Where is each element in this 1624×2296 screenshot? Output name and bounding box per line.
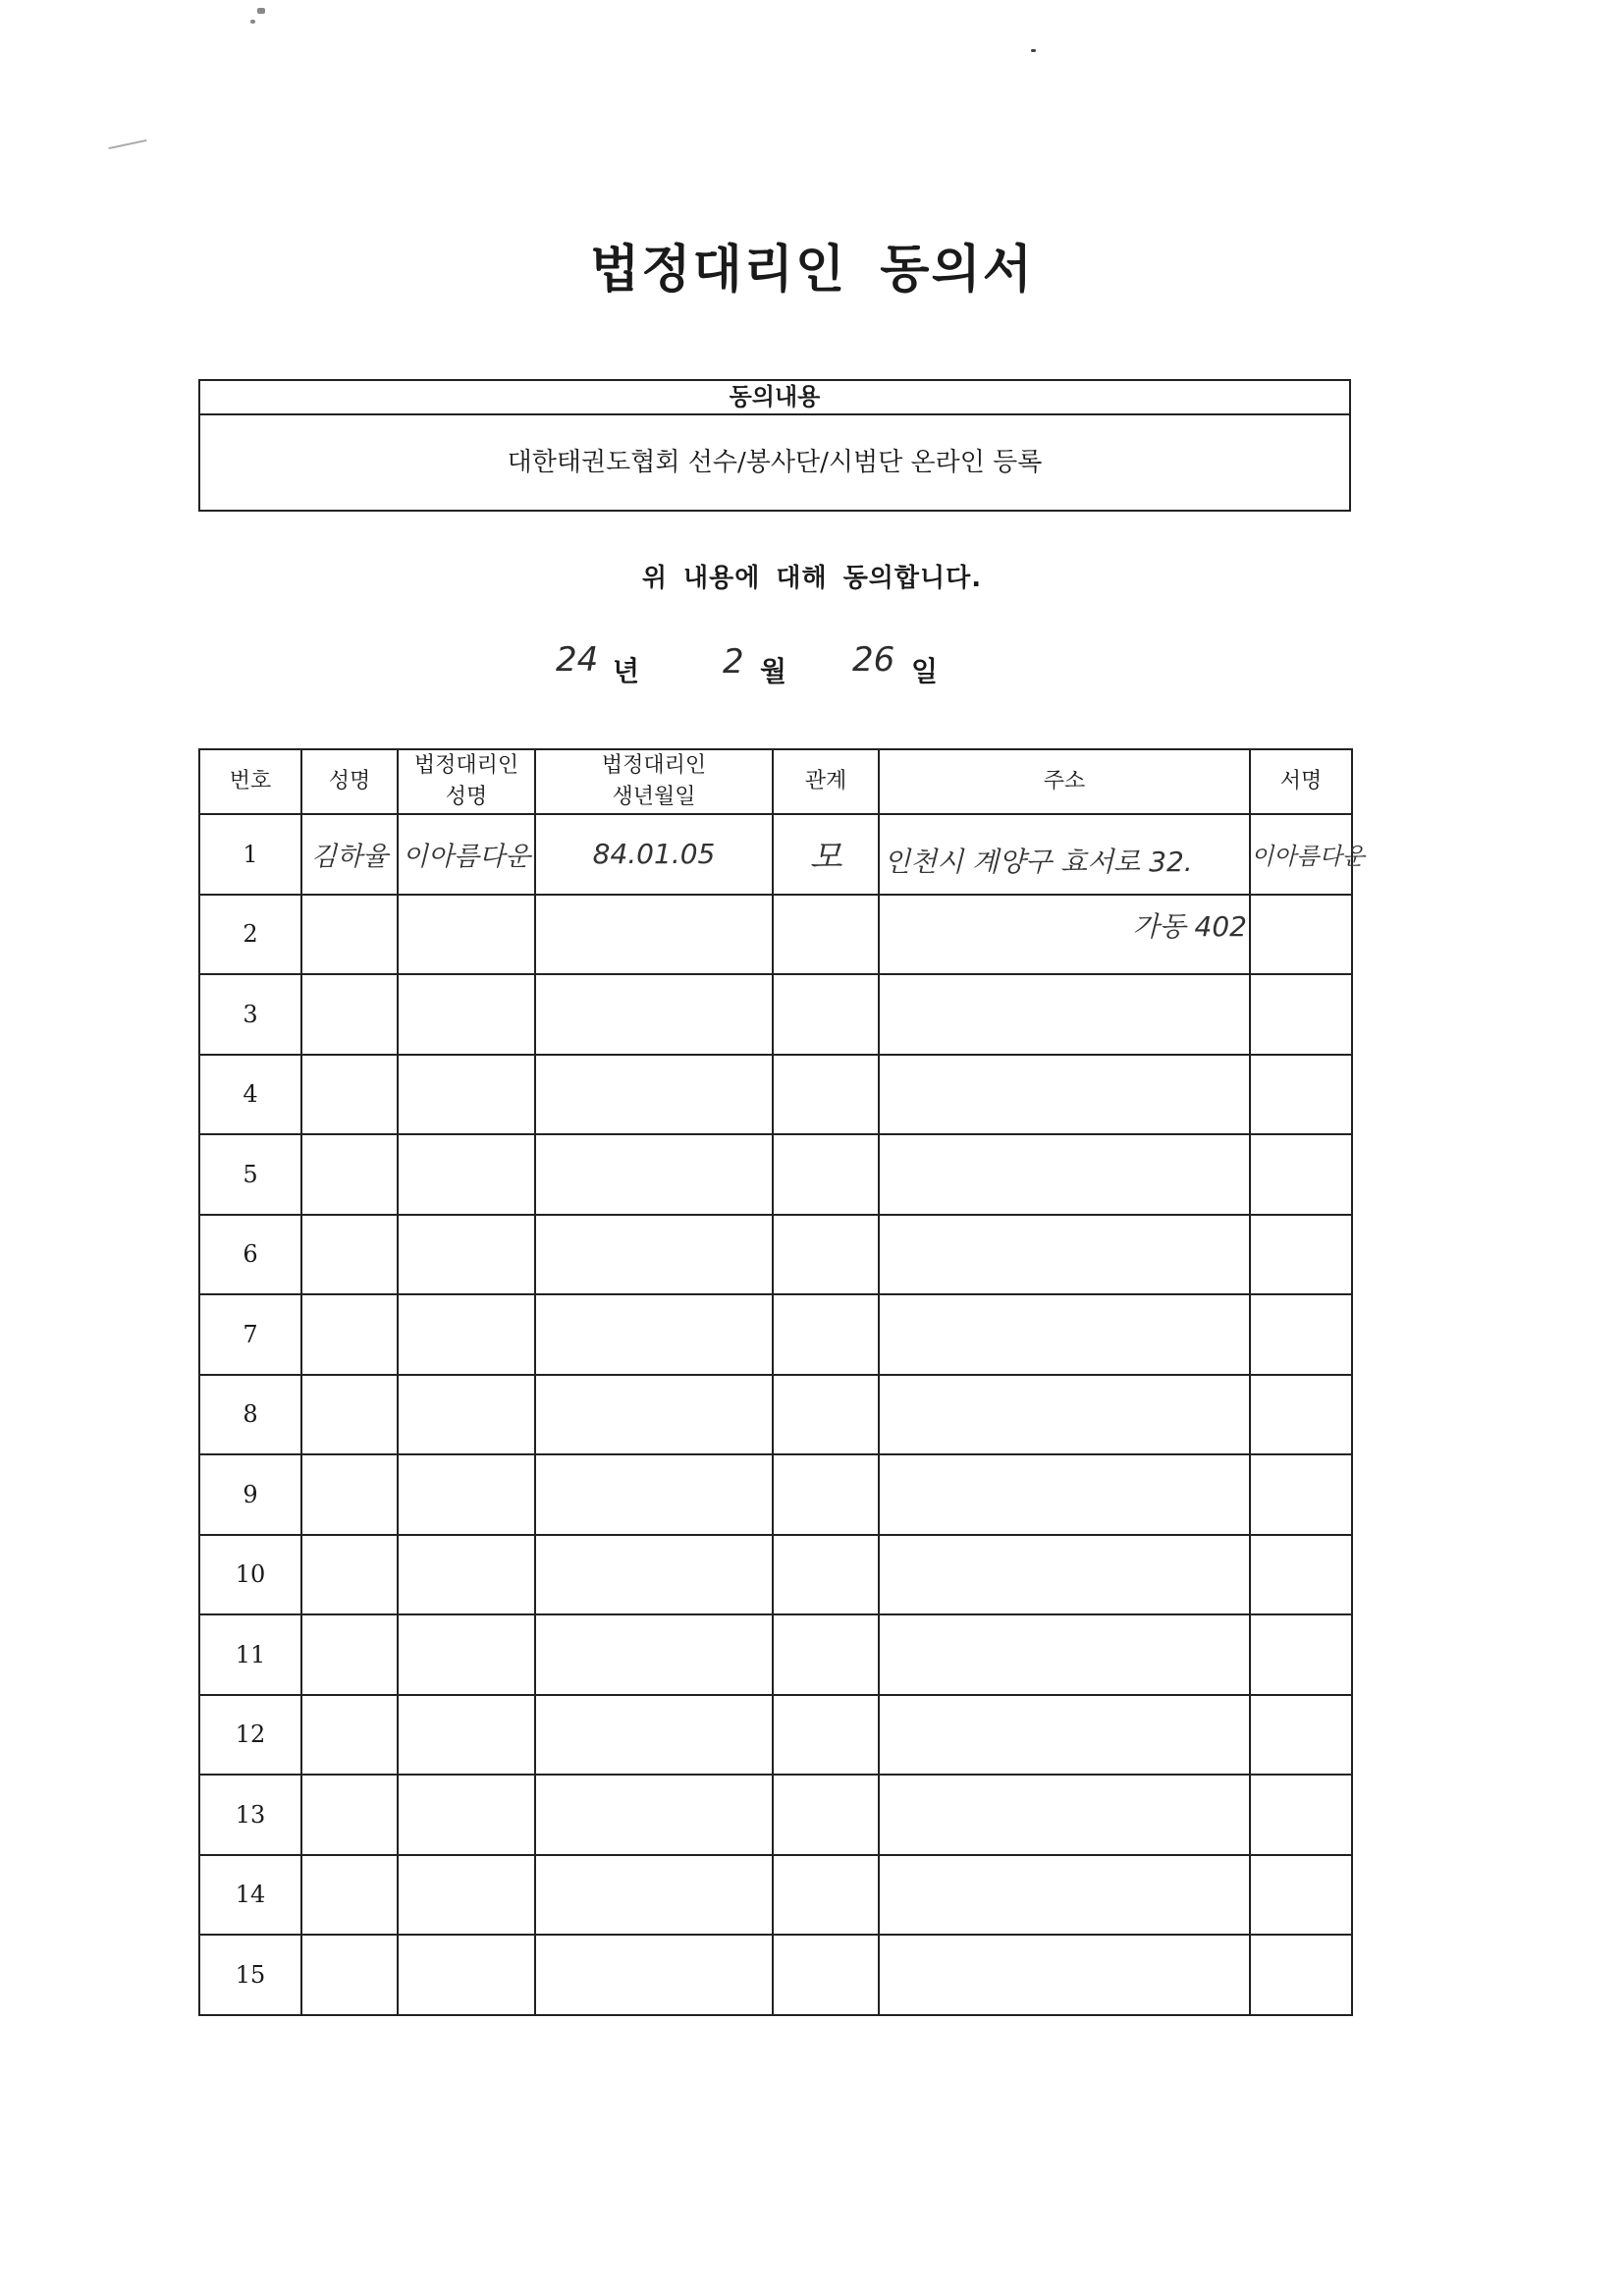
header-no: 번호 <box>199 749 301 814</box>
row-number-cell: 4 <box>199 1055 301 1135</box>
table-row <box>199 1775 1352 1855</box>
address-cell[interactable] <box>879 974 1250 1055</box>
relation-cell[interactable] <box>773 814 879 895</box>
signature-cell[interactable] <box>1250 1614 1352 1695</box>
row-number-cell: 8 <box>199 1375 301 1455</box>
relation-value: 모 <box>809 838 842 878</box>
signature-value: 이아름다운 <box>1251 843 1365 871</box>
relation-cell[interactable] <box>773 1454 879 1535</box>
guardian-name-cell[interactable] <box>398 895 535 975</box>
guardian-birth-cell[interactable] <box>535 974 773 1055</box>
row-number-cell: 15 <box>199 1935 301 2015</box>
scan-speck <box>1031 49 1036 52</box>
table-row <box>199 1695 1352 1776</box>
relation-cell[interactable] <box>773 1375 879 1455</box>
address-cell[interactable] <box>879 1375 1250 1455</box>
name-cell[interactable] <box>301 1454 398 1535</box>
name-cell[interactable] <box>301 1935 398 2015</box>
date-day-value[interactable]: 26 <box>852 640 895 680</box>
address-cell[interactable] <box>879 1775 1250 1855</box>
signature-cell[interactable] <box>1250 1375 1352 1455</box>
address-cell[interactable] <box>879 1695 1250 1776</box>
header-guardian-birth-line1: 법정대리인 <box>601 753 707 778</box>
relation-cell[interactable] <box>773 1614 879 1695</box>
guardian-name-cell[interactable] <box>398 1614 535 1695</box>
guardian-name-cell[interactable] <box>398 1935 535 2015</box>
row-number-cell: 5 <box>199 1134 301 1215</box>
guardian-name-cell[interactable] <box>398 1775 535 1855</box>
relation-cell[interactable] <box>773 1855 879 1936</box>
name-cell[interactable] <box>301 974 398 1055</box>
signature-cell[interactable] <box>1250 974 1352 1055</box>
table-row <box>199 814 1352 895</box>
header-guardian-name-line1: 법정대리인 <box>413 753 519 778</box>
table-row <box>199 1134 1352 1215</box>
row-number-cell: 9 <box>199 1454 301 1535</box>
row-number-cell: 2 <box>199 895 301 975</box>
address-line2: 가동 402 <box>1132 910 1247 943</box>
row-number-cell: 7 <box>199 1294 301 1375</box>
guardian-birth-cell[interactable] <box>535 1855 773 1936</box>
guardian-name-cell[interactable] <box>398 1855 535 1936</box>
signature-cell[interactable] <box>1250 1695 1352 1776</box>
consent-header: 동의내용 <box>200 381 1349 415</box>
guardian-birth-cell[interactable] <box>535 1055 773 1135</box>
guardian-name-cell[interactable] <box>398 974 535 1055</box>
row-number-cell: 6 <box>199 1215 301 1295</box>
relation-cell[interactable] <box>773 895 879 975</box>
table-row <box>199 1055 1352 1135</box>
relation-cell[interactable] <box>773 1294 879 1375</box>
name-cell[interactable] <box>301 1294 398 1375</box>
header-relation: 관계 <box>773 749 879 814</box>
signature-cell[interactable] <box>1250 1775 1352 1855</box>
signature-cell[interactable] <box>1250 1055 1352 1135</box>
date-year-label: 년 <box>613 655 640 687</box>
signature-cell[interactable] <box>1250 895 1352 975</box>
scan-speck <box>250 20 255 24</box>
table-row <box>199 1535 1352 1615</box>
signature-cell[interactable] <box>1250 1935 1352 2015</box>
table-row <box>199 1454 1352 1535</box>
table-header-row <box>199 749 1352 814</box>
table-row <box>199 1375 1352 1455</box>
name-cell[interactable] <box>301 895 398 975</box>
header-address: 주소 <box>879 749 1250 814</box>
signature-cell[interactable] <box>1250 1294 1352 1375</box>
row-number-cell: 13 <box>199 1775 301 1855</box>
signature-cell[interactable] <box>1250 1454 1352 1535</box>
date-month-label: 월 <box>760 655 787 687</box>
guardian-name-cell[interactable] <box>398 1535 535 1615</box>
guardian-birth-cell[interactable] <box>535 1695 773 1776</box>
scan-speck <box>257 8 265 14</box>
relation-cell[interactable] <box>773 1695 879 1776</box>
row-number-cell: 1 <box>199 814 301 895</box>
header-guardian-name-line2: 성명 <box>445 785 488 809</box>
guardian-birth-cell[interactable] <box>535 1375 773 1455</box>
guardian-name-cell[interactable] <box>398 1294 535 1375</box>
date-day-label: 일 <box>911 655 939 687</box>
signature-cell[interactable] <box>1250 1535 1352 1615</box>
row-number-cell: 3 <box>199 974 301 1055</box>
address-cell[interactable] <box>879 1294 1250 1375</box>
guardian-birth-cell[interactable] <box>535 895 773 975</box>
guardian-birth-cell[interactable] <box>535 1775 773 1855</box>
name-value: 김하율 <box>310 842 389 873</box>
guardian-birth-value: 84.01.05 <box>592 838 716 871</box>
row-number-cell: 12 <box>199 1695 301 1776</box>
relation-cell[interactable] <box>773 1935 879 2015</box>
name-cell[interactable] <box>301 1055 398 1135</box>
name-cell[interactable] <box>301 1134 398 1215</box>
address-cell[interactable] <box>879 1454 1250 1535</box>
row-number-cell: 14 <box>199 1855 301 1936</box>
consent-content: 대한태권도협회 선수/봉사단/시범단 온라인 등록 <box>507 448 1043 477</box>
consent-box <box>198 379 1351 512</box>
date-month-value[interactable]: 2 <box>723 642 744 682</box>
name-cell[interactable] <box>301 1614 398 1695</box>
table-row <box>199 1614 1352 1695</box>
guardian-name-value: 이아름다운 <box>402 842 531 873</box>
guardian-name-cell[interactable] <box>398 1134 535 1215</box>
address-cell[interactable] <box>879 1215 1250 1295</box>
guardian-birth-cell[interactable] <box>535 1454 773 1535</box>
name-cell[interactable] <box>301 1855 398 1936</box>
guardian-birth-cell[interactable] <box>535 1134 773 1215</box>
relation-cell[interactable] <box>773 1055 879 1135</box>
row-number-cell: 11 <box>199 1614 301 1695</box>
header-signature: 서명 <box>1250 749 1352 814</box>
guardian-birth-cell[interactable] <box>535 814 773 895</box>
header-guardian-name <box>398 749 535 814</box>
header-guardian-birth <box>535 749 773 814</box>
guardian-name-cell[interactable] <box>398 814 535 895</box>
signature-cell[interactable] <box>1250 1134 1352 1215</box>
address-cell[interactable] <box>879 1614 1250 1695</box>
address-cell[interactable] <box>879 814 1250 943</box>
relation-cell[interactable] <box>773 1215 879 1295</box>
row-number-cell: 10 <box>199 1535 301 1615</box>
relation-cell[interactable] <box>773 1134 879 1215</box>
guardian-name-cell[interactable] <box>398 1055 535 1135</box>
name-cell[interactable] <box>301 1375 398 1455</box>
scan-speck <box>108 139 147 149</box>
header-name: 성명 <box>301 749 398 814</box>
table-row <box>199 1294 1352 1375</box>
guardian-name-cell[interactable] <box>398 1695 535 1776</box>
signature-cell[interactable] <box>1250 1855 1352 1936</box>
address-cell[interactable] <box>879 1134 1250 1215</box>
guardian-name-cell[interactable] <box>398 1375 535 1455</box>
guardian-birth-cell[interactable] <box>535 1535 773 1615</box>
header-guardian-birth-line2: 생년월일 <box>612 785 696 809</box>
table-row <box>199 974 1352 1055</box>
guardian-birth-cell[interactable] <box>535 1614 773 1695</box>
name-cell[interactable] <box>301 1695 398 1776</box>
name-cell[interactable] <box>301 1215 398 1295</box>
signature-cell[interactable] <box>1250 814 1365 895</box>
table-row <box>199 1935 1352 2015</box>
address-cell[interactable] <box>879 1055 1250 1135</box>
relation-cell[interactable] <box>773 974 879 1055</box>
relation-cell[interactable] <box>773 1535 879 1615</box>
signature-cell[interactable] <box>1250 1215 1352 1295</box>
document-title: 법정대리인 동의서 <box>590 241 1034 300</box>
agreement-statement: 위 내용에 대해 동의합니다. <box>641 564 983 593</box>
address-cell[interactable] <box>879 1855 1250 1936</box>
date-year-value[interactable]: 24 <box>556 640 599 680</box>
guardian-name-cell[interactable] <box>398 1215 535 1295</box>
table-row <box>199 1855 1352 1936</box>
relation-cell[interactable] <box>773 1775 879 1855</box>
name-cell[interactable] <box>301 1535 398 1615</box>
guardian-birth-cell[interactable] <box>535 1935 773 2015</box>
guardian-name-cell[interactable] <box>398 1454 535 1535</box>
address-cell[interactable] <box>879 1935 1250 2015</box>
name-cell[interactable] <box>301 1775 398 1855</box>
address-line1: 인천시 계양구 효서로 32. <box>884 846 1193 878</box>
guardian-registration-table <box>198 748 1365 2016</box>
guardian-birth-cell[interactable] <box>535 1215 773 1295</box>
address-cell[interactable] <box>879 1535 1250 1615</box>
guardian-birth-cell[interactable] <box>535 1294 773 1375</box>
name-cell[interactable] <box>301 814 398 895</box>
table-row <box>199 1215 1352 1295</box>
date-line <box>0 638 1624 697</box>
